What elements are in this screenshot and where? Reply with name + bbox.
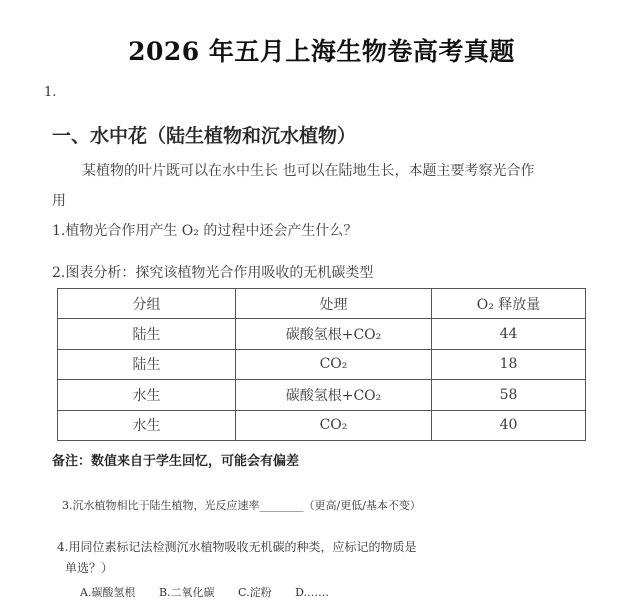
cell-treatment: CO₂ — [236, 410, 432, 440]
cell-o2-release: 18 — [432, 349, 586, 379]
table-row — [58, 319, 586, 349]
page-title: 2026 年五月上海生物卷高考真题 — [128, 37, 515, 66]
table-header-row — [58, 289, 586, 319]
question-2: 2.图表分析：探究该植物光合作用吸收的无机碳类型 — [52, 265, 374, 281]
cell-treatment: CO₂ — [236, 349, 432, 379]
question-1: 1.植物光合作用产生 O₂ 的过程中还会产生什么？ — [52, 223, 358, 239]
section-heading: 一、水中花（陆生植物和沉水植物） — [52, 125, 357, 147]
intro-paragraph-line-1: 某植物的叶片既可以在水中生长 也可以在陆地生长，本题主要考察光合作 — [82, 163, 535, 179]
question-number: 1. — [44, 85, 57, 100]
cell-treatment: 碳酸氢根+CO₂ — [236, 380, 432, 410]
option-d: D.…… — [295, 586, 330, 599]
table-row — [58, 380, 586, 410]
intro-paragraph-line-2: 用 — [52, 193, 66, 209]
option-c: C.淀粉 — [238, 586, 272, 599]
cell-group: 陆生 — [58, 349, 236, 379]
cell-treatment: 碳酸氢根+CO₂ — [236, 319, 432, 349]
cell-group: 水生 — [58, 380, 236, 410]
header-treatment: 处理 — [236, 289, 432, 319]
option-b: B.二氧化碳 — [158, 586, 215, 599]
question-3: 3.沉水植物相比于陆生植物，光反应速率________（更高/更低/基本不变） — [62, 499, 421, 512]
experiment-table — [57, 288, 586, 441]
question-4-line-1: 4.用同位素标记法检测沉水植物吸收无机碳的种类，应标记的物质是 — [57, 540, 417, 554]
table-row — [58, 349, 586, 379]
option-a: A.碳酸氢根 — [80, 586, 136, 599]
header-o2-release: O₂ 释放量 — [432, 289, 586, 319]
cell-o2-release: 40 — [432, 410, 586, 440]
cell-o2-release: 58 — [432, 380, 586, 410]
cell-group: 水生 — [58, 410, 236, 440]
data-note: 备注：数值来自于学生回忆，可能会有偏差 — [52, 454, 300, 469]
header-group: 分组 — [58, 289, 236, 319]
answer-options — [80, 584, 349, 600]
cell-group: 陆生 — [58, 319, 236, 349]
question-4-line-2: 单选？） — [65, 561, 114, 575]
table-row — [58, 410, 586, 440]
cell-o2-release: 44 — [432, 319, 586, 349]
